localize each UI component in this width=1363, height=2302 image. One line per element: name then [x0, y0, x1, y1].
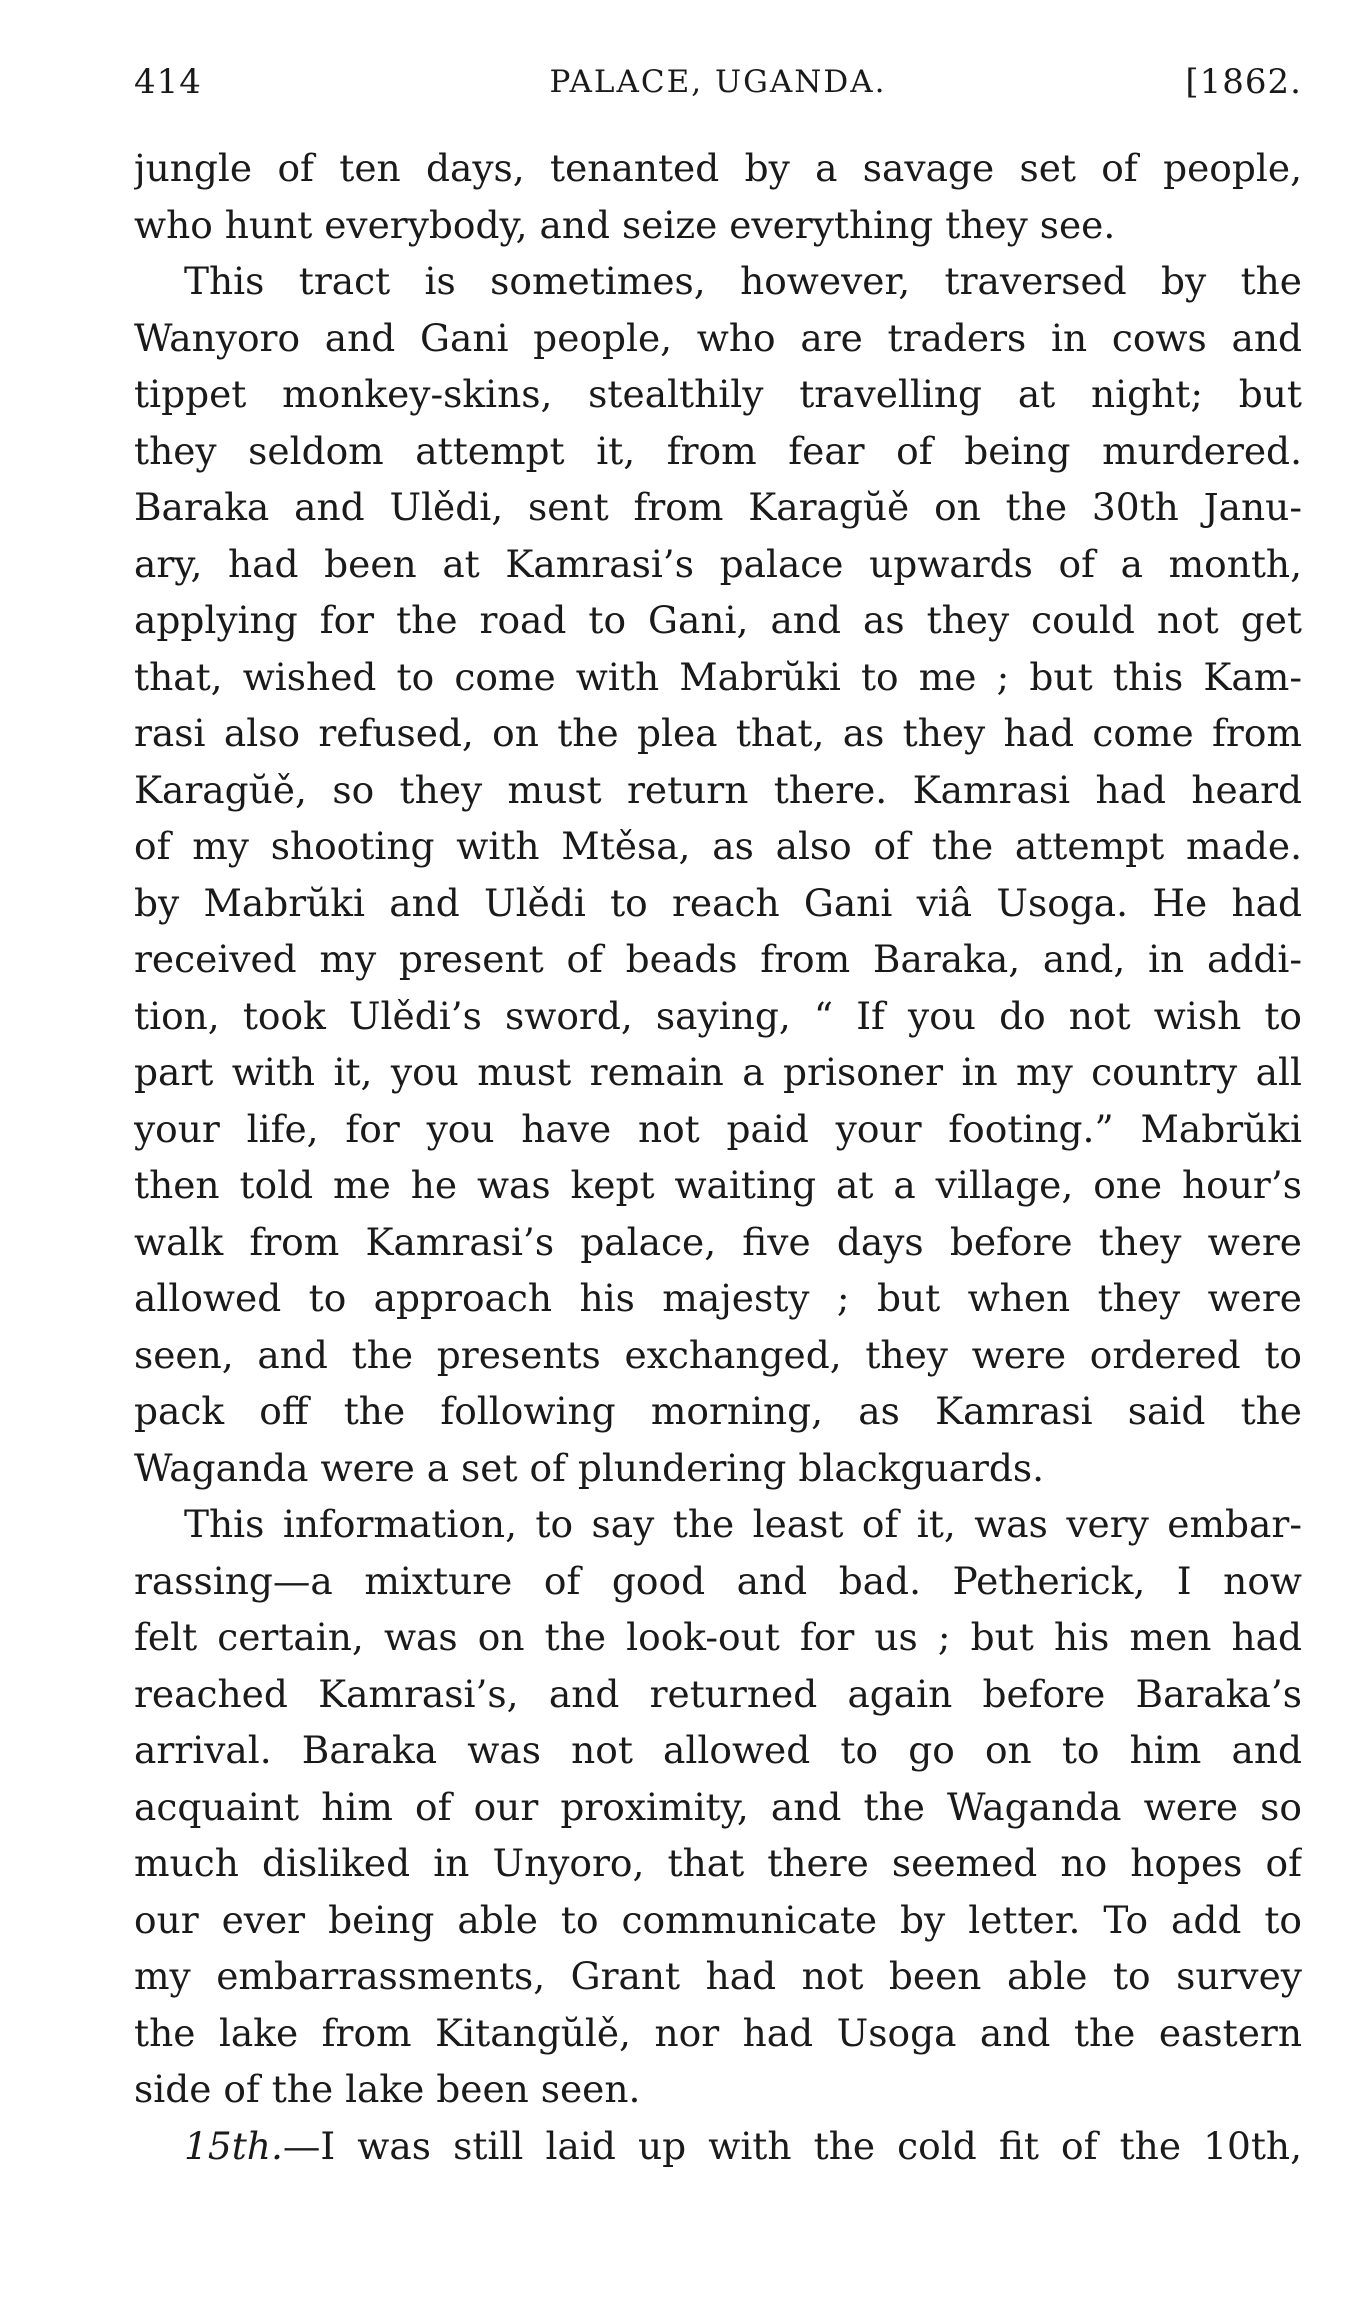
text-line: side of the lake been seen. [134, 2067, 641, 2111]
page-number: 414 [134, 62, 202, 102]
paragraph [134, 1496, 1302, 2118]
entry-text: —I was still laid up with the cold fit of the 10th, [282, 2123, 1302, 2168]
paragraph-dated-entry [134, 2118, 1302, 2175]
text-line: acquaint him of our proximity, and the Waganda were so [134, 1784, 1302, 1829]
entry-date: 15th. [184, 2123, 283, 2168]
text-line: my embarrassments, Grant had not been able to survey [134, 1954, 1302, 1998]
text-line: your life, for you have not paid your footing.” Mabrŭki [134, 1106, 1302, 1151]
text-line: of my shooting with Mtěsa, as also of the attempt made. [134, 824, 1302, 868]
text-line: our ever being able to communicate by letter. To add to [134, 1897, 1302, 1942]
text-line: This tract is sometimes, however, traversed by the [184, 259, 1302, 303]
running-year: [1862. [1185, 62, 1302, 102]
text-line: Baraka and Ulědi, sent from Karagŭě on the 30th Janu- [134, 485, 1302, 529]
text-line: they seldom attempt it, from fear of being murdered. [134, 428, 1302, 473]
text-line: Karagŭě, so they must return there. Kamrasi had heard [134, 767, 1302, 812]
text-line: the lake from Kitangŭlě, nor had Usoga and the eastern [134, 2010, 1302, 2055]
text-line: by Mabrŭki and Ulědi to reach Gani viâ Usoga. He had [134, 880, 1302, 925]
text-line: allowed to approach his majesty ; but when they were [134, 1276, 1302, 1320]
text-line: received my present of beads from Baraka, and, in addi- [134, 937, 1302, 981]
paragraph-continuation [134, 140, 1302, 253]
running-title: PALACE, UGANDA. [549, 64, 887, 100]
text-line: seen, and the presents exchanged, they were ordered to [134, 1332, 1302, 1377]
text-line: then told me he was kept waiting at a village, one hour’s [134, 1163, 1302, 1207]
text-line: walk from Kamrasi’s palace, five days before they were [134, 1219, 1302, 1264]
text-line: This information, to say the least of it, was very embar- [184, 1502, 1302, 1546]
text-line: that, wished to come with Mabrŭki to me ; but this Kam- [134, 654, 1302, 699]
text-line: pack off the following morning, as Kamrasi said the [134, 1389, 1302, 1433]
text-line [134, 2118, 1302, 2175]
text-line: felt certain, was on the look-out for us ; but his men had [134, 1615, 1302, 1659]
text-line: Waganda were a set of plundering blackguards. [134, 1445, 1045, 1490]
text-line: much disliked in Unyoro, that there seemed no hopes of [134, 1841, 1302, 1885]
text-line: reached Kamrasi’s, and returned again before Baraka’s [134, 1671, 1302, 1716]
paragraph [134, 253, 1302, 1496]
body-text [134, 140, 1302, 2174]
text-line: rasi also refused, on the plea that, as they had come from [134, 711, 1302, 755]
running-head [134, 62, 1302, 112]
text-line: rassing—a mixture of good and bad. Petherick, I now [134, 1558, 1302, 1603]
text-line: tion, took Ulědi’s sword, saying, “ If you do not wish to [134, 993, 1302, 1038]
text-line: part with it, you must remain a prisoner in my country all [134, 1050, 1302, 1094]
text-line: arrival. Baraka was not allowed to go on to him and [134, 1728, 1302, 1772]
text-line: Wanyoro and Gani people, who are traders in cows and [134, 315, 1302, 360]
text-line: applying for the road to Gani, and as they could not get [134, 598, 1302, 642]
text-line: ary, had been at Kamrasi’s palace upwards of a month, [134, 541, 1302, 586]
text-line: who hunt everybody, and seize everything they see. [134, 202, 1116, 247]
text-line: tippet monkey-skins, stealthily travelling at night; but [134, 372, 1302, 416]
text-line: jungle of ten days, tenanted by a savage set of people, [134, 146, 1302, 190]
